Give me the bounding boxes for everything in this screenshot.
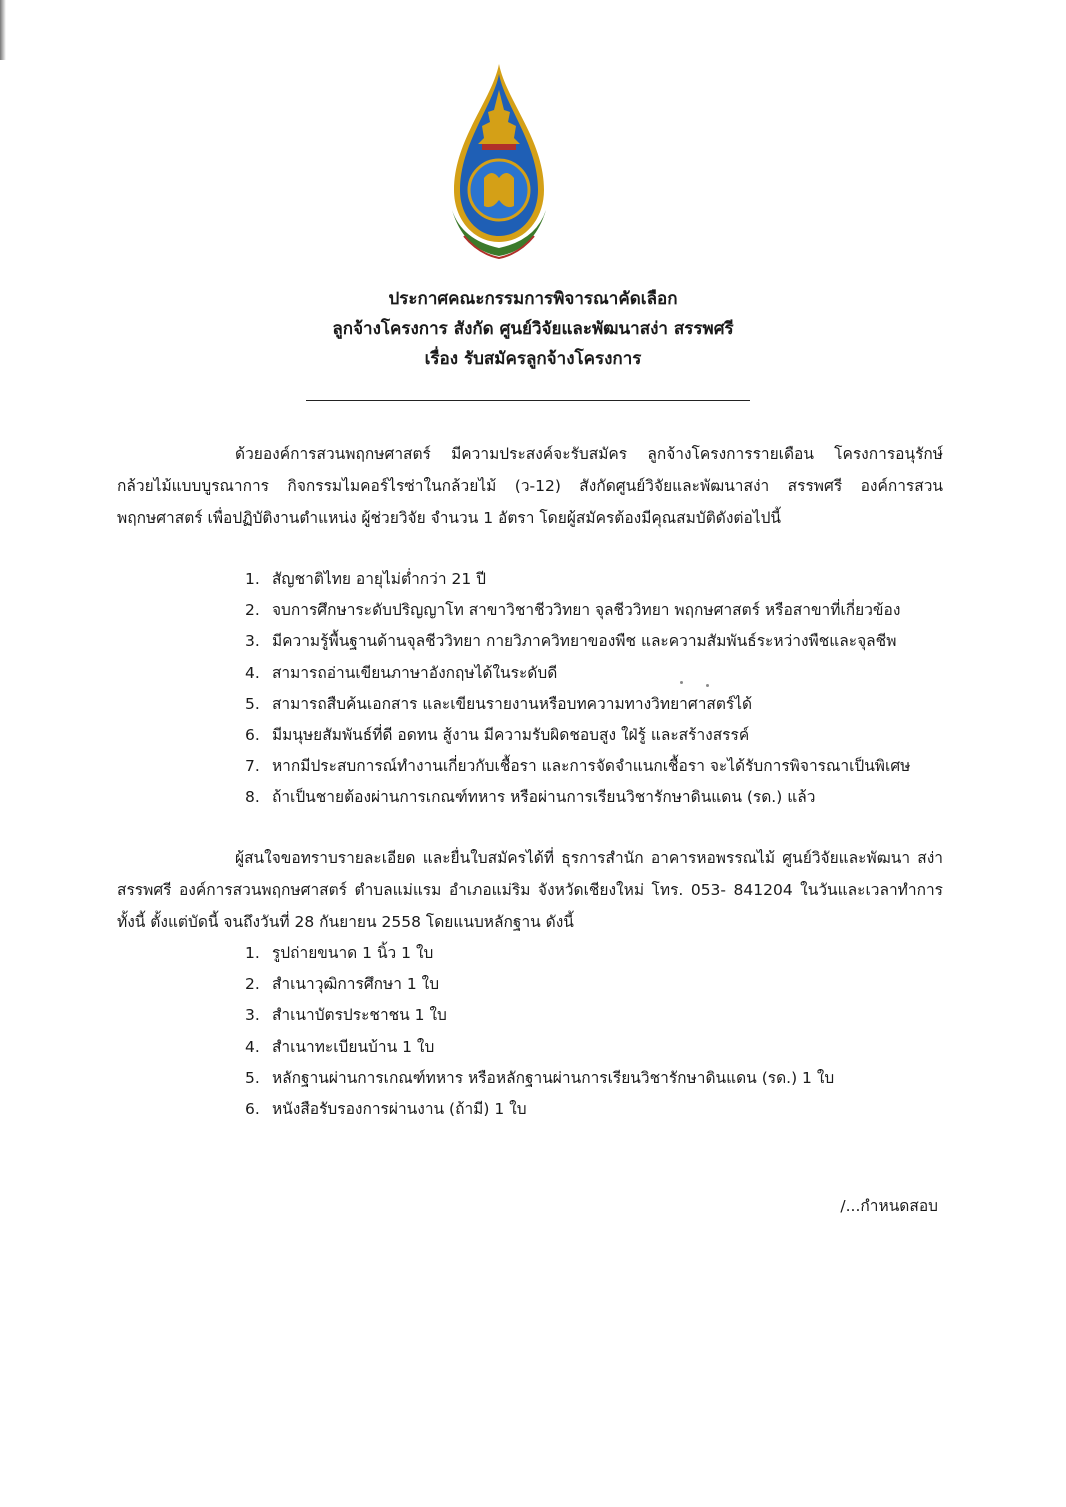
scan-speck bbox=[680, 681, 683, 684]
royal-crown-droplet-emblem-icon bbox=[444, 60, 554, 260]
intro-paragraph bbox=[117, 438, 943, 534]
list-item: 3. สำเนาบัตรประชาชน 1 ใบ bbox=[245, 1006, 447, 1025]
application-paragraph bbox=[117, 842, 943, 938]
list-item: 1. สัญชาติไทย อายุไม่ต่ำกว่า 21 ปี bbox=[245, 570, 487, 588]
list-item: 4. สามารถอ่านเขียนภาษาอังกฤษได้ในระดับดี bbox=[245, 663, 558, 682]
heading-line-3: เรื่อง รับสมัครลูกจ้างโครงการ bbox=[424, 349, 642, 369]
list-item: 2. จบการศึกษาระดับปริญญาโท สาขาวิชาชีววิทยา จุลชีววิทยา พฤกษศาสตร์ หรือสาขาที่เกี่ยวข้อง bbox=[245, 601, 901, 620]
list-item: 4. สำเนาทะเบียนบ้าน 1 ใบ bbox=[245, 1037, 435, 1056]
documents-list bbox=[245, 938, 965, 1125]
intro-text: ด้วยองค์การสวนพฤกษศาสตร์ มีความประสงค์จะรับสมัคร ลูกจ้างโครงการรายเดือน โครงการอนุรักษ์กล้วยไม้แบบบูรณาการ กิจกรรมไมคอร์ไรซ่าในกล้วยไม้ (ว-12) สังกัดศูนย์วิจัยและพัฒนาสง่า สรรพศรี องค์การสวนพฤกษศาสตร์ เพื่อปฏิบัติงานตำแหน่ง ผู้ช่วยวิจัย จำนวน 1 อัตรา โดยผู้สมัครต้องมีคุณสมบัติดังต่อไปนี้ bbox=[117, 445, 943, 527]
qualifications-list bbox=[245, 564, 965, 814]
list-item: 5. สามารถสืบค้นเอกสาร และเขียนรายงานหรือบทความทางวิทยาศาสตร์ได้ bbox=[245, 694, 753, 713]
scan-edge-shadow bbox=[0, 0, 6, 60]
list-item: 5. หลักฐานผ่านการเกณฑ์ทหาร หรือหลักฐานผ่านการเรียนวิชารักษาดินแดน (รด.) 1 ใบ bbox=[245, 1068, 835, 1087]
list-item: 7. หากมีประสบการณ์ทำงานเกี่ยวกับเชื้อรา และการจัดจำแนกเชื้อรา จะได้รับการพิจารณาเป็นพิเศษ bbox=[245, 757, 911, 776]
continued-marker: /...กำหนดสอบ bbox=[840, 1197, 938, 1215]
list-item: 2. สำเนาวุฒิการศึกษา 1 ใบ bbox=[245, 975, 440, 994]
list-item: 3. มีความรู้พื้นฐานด้านจุลชีววิทยา กายวิภาควิทยาของพืช และความสัมพันธ์ระหว่างพืชและจุลชีพ bbox=[245, 632, 897, 651]
list-item: 6. มีมนุษยสัมพันธ์ที่ดี อดทน สู้งาน มีความรับผิดชอบสูง ใฝ่รู้ และสร้างสรรค์ bbox=[245, 725, 750, 744]
scan-speck bbox=[706, 684, 709, 687]
announcement-heading bbox=[0, 284, 1066, 374]
heading-line-2: ลูกจ้างโครงการ สังกัด ศูนย์วิจัยและพัฒนาสง่า สรรพศรี bbox=[332, 319, 734, 339]
list-item: 1. รูปถ่ายขนาด 1 นิ้ว 1 ใบ bbox=[245, 944, 434, 962]
heading-divider bbox=[306, 400, 750, 401]
heading-line-1: ประกาศคณะกรรมการพิจารณาคัดเลือก bbox=[388, 289, 678, 309]
application-text: ผู้สนใจขอทราบรายละเอียด และยื่นใบสมัครได้ที่ ธุรการสำนัก อาคารหอพรรณไม้ ศูนย์วิจัยและพัฒนา สง่า สรรพศรี องค์การสวนพฤกษศาสตร์ ตำบลแม่แรม อำเภอแม่ริม จังหวัดเชียงใหม่ โทร. 053- 841204 ในวันและเวลาทำการ ทั้งนี้ ตั้งแต่บัดนี้ จนถึงวันที่ 28 กันยายน 2558 โดยแนบหลักฐาน ดังนี้ bbox=[117, 849, 943, 931]
list-item: 6. หนังสือรับรองการผ่านงาน (ถ้ามี) 1 ใบ bbox=[245, 1099, 527, 1118]
list-item: 8. ถ้าเป็นชายต้องผ่านการเกณฑ์ทหาร หรือผ่านการเรียนวิชารักษาดินแดน (รด.) แล้ว bbox=[245, 788, 816, 807]
